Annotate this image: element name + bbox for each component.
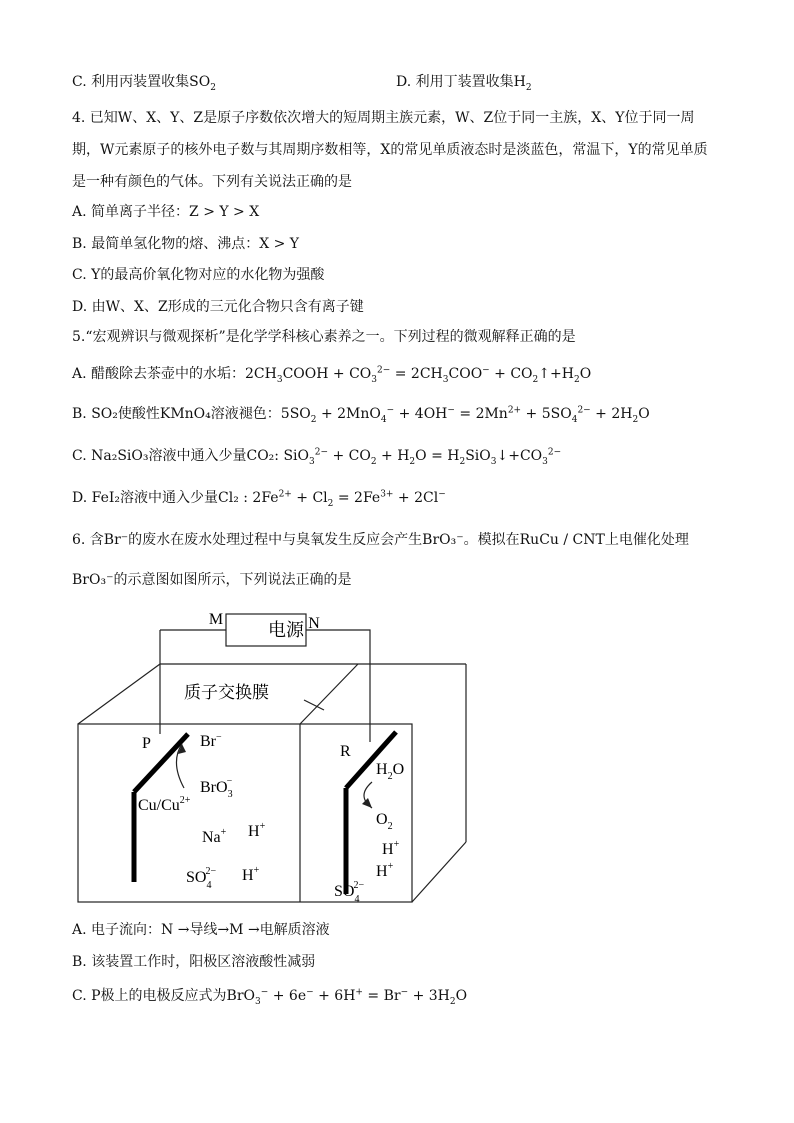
- q4-option-c: C. Y的最高价氧化物对应的水化物为强酸: [72, 267, 325, 283]
- proton-label-right-2: H+: [376, 861, 394, 880]
- q5-option-c: C. Na₂SiO₃溶液中通入少量CO₂: $SiO_3^{2-} + CO_2 + H_2O$ = $H_2SiO_3↓+CO_3^{2-}$: [72, 447, 562, 467]
- oxygen-label: $O_2$: [376, 811, 393, 832]
- sulfate-label-left: $SO_42-$: [186, 866, 217, 891]
- q6-option-b: B. 该装置工作时，阳极区溶液酸性减弱: [72, 954, 316, 970]
- q5-option-b: B. SO₂使酸性KMnO₄溶液褪色：$5SO_2 + 2MnO_4^- + 4OH^- = 2Mn^{2+} + 5SO_4^{2-} + 2H_2O$: [72, 405, 650, 425]
- q6-stem-line-1: 6. 含Br⁻的废水在废水处理过程中与臭氧发生反应会产生BrO₃⁻。模拟在RuCu / CNT上电催化处理: [72, 532, 689, 548]
- copper-label: $Cu/Cu^{2+}$: [138, 795, 191, 814]
- electrolysis-cell-diagram: [72, 602, 482, 912]
- q5-option-a: A. 醋酸除去茶壶中的水垢：$2CH_3COOH + CO_3^{2-} = 2CH_3COO^-$ + $CO_2↑+H_2O$: [72, 365, 592, 385]
- q4-option-d: D. 由W、X、Z形成的三元化合物只含有离子键: [72, 299, 364, 315]
- q6-stem-line-2: BrO₃⁻的示意图如图所示，下列说法正确的是: [72, 572, 352, 588]
- q5-stem: 5.“宏观辨识与微观探析”是化学学科核心素养之一。下列过程的微观解释正确的是: [72, 329, 576, 345]
- q4-option-a: A. 简单离子半径：Z > Y > X: [72, 204, 260, 220]
- q4-stem-line-2: 期，W元素原子的核外电子数与其周期序数相等，X的常见单质液态时是淡蓝色，常温下，Y的常见单质: [72, 142, 708, 158]
- q6-option-c: C. P极上的电极反应式为$BrO_3^- + 6e^- + 6H^+ = Br^- + 3H_2O$: [72, 987, 468, 1007]
- electrode-p-label: P: [142, 735, 151, 752]
- water-label: $H_2O$: [376, 761, 405, 782]
- q5-option-d: D. FeI₂溶液中通入少量Cl₂ : $2Fe^{2+} + Cl_2 = 2Fe^{3+} + 2Cl^-$: [72, 489, 446, 509]
- q4-stem-line-1: 4. 已知W、X、Y、Z是原子序数依次增大的短周期主族元素，W、Z位于同一主族，X、Y位于同一周: [72, 110, 695, 126]
- bromide-label: Br−: [200, 732, 222, 750]
- proton-label-left-1: H+: [248, 821, 266, 840]
- proton-label-right-1: H+: [382, 839, 400, 858]
- q6-option-a: A. 电子流向：N →导线→M →电解质溶液: [72, 922, 330, 938]
- proton-label-left-2: H+: [242, 865, 260, 884]
- bromate-label: BrO$_3$−: [200, 776, 233, 800]
- terminal-n-label: N: [308, 615, 320, 632]
- q3-option-d: D. 利用丁装置收集$H_2$: [396, 74, 532, 93]
- electrode-r-label: R: [340, 743, 351, 760]
- q4-option-b: B. 最简单氢化物的熔、沸点：X > Y: [72, 236, 300, 252]
- terminal-m-label: M: [208, 611, 224, 628]
- sodium-ion-label: Na+: [202, 827, 227, 846]
- power-label: 电源: [268, 620, 304, 640]
- q3-option-c: C. 利用丙装置收集$SO_2$: [72, 74, 216, 93]
- sulfate-label-right: $SO_42-$: [334, 880, 365, 905]
- q4-stem-line-3: 是一种有颜色的气体。下列有关说法正确的是: [72, 174, 352, 190]
- membrane-label: 质子交换膜: [184, 683, 269, 702]
